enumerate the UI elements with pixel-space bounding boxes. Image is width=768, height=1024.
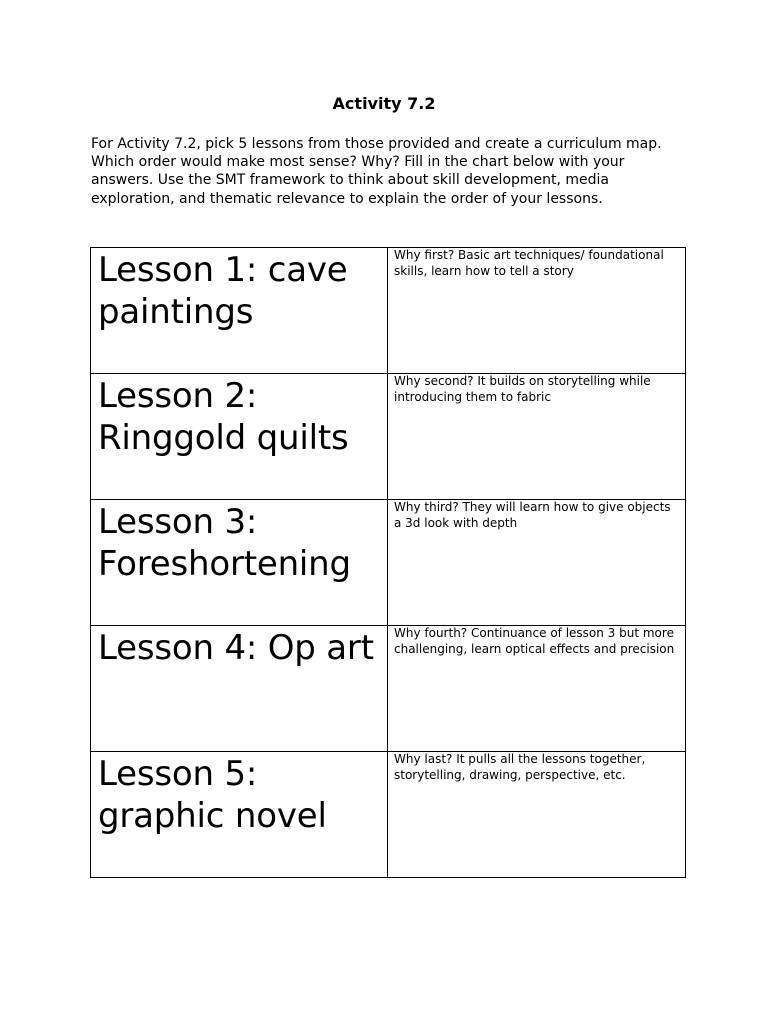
table-row xyxy=(91,752,686,878)
lesson-cell xyxy=(91,626,388,752)
lesson-cell xyxy=(91,248,388,374)
lesson-title: Lesson 5: graphic novel xyxy=(98,754,327,836)
intro-paragraph: For Activity 7.2, pick 5 lessons from those provided and create a curriculum map. Which order would make most sense? Why? Fill in the chart below with your answers. Use the SMT framework to think about skill development, media exploration, and thematic relevance to explain the order of your lessons. xyxy=(91,136,662,207)
lesson-reason: Why third? They will learn how to give objects a 3d look with depth xyxy=(394,500,671,530)
reason-cell xyxy=(388,626,686,752)
lesson-reason: Why last? It pulls all the lessons together, storytelling, drawing, perspective, etc. xyxy=(394,752,646,782)
table-row xyxy=(91,626,686,752)
lesson-title: Lesson 4: Op art xyxy=(98,628,374,668)
reason-cell xyxy=(388,374,686,500)
table-row xyxy=(91,374,686,500)
reason-cell xyxy=(388,752,686,878)
lesson-reason: Why first? Basic art techniques/ foundational skills, learn how to tell a story xyxy=(394,248,664,278)
table-row xyxy=(91,248,686,374)
lesson-title: Lesson 1: cave paintings xyxy=(98,250,348,332)
lesson-reason: Why fourth? Continuance of lesson 3 but more challenging, learn optical effects and precision xyxy=(394,626,675,656)
lesson-cell xyxy=(91,752,388,878)
reason-cell xyxy=(388,500,686,626)
table-row xyxy=(91,500,686,626)
reason-cell xyxy=(388,248,686,374)
lesson-title: Lesson 3: Foreshortening xyxy=(98,502,351,584)
page-title: Activity 7.2 xyxy=(332,94,436,113)
lesson-reason: Why second? It builds on storytelling while introducing them to fabric xyxy=(394,374,651,404)
lesson-cell xyxy=(91,500,388,626)
lesson-cell xyxy=(91,374,388,500)
curriculum-map-table xyxy=(90,247,686,878)
lesson-title: Lesson 2: Ringgold quilts xyxy=(98,376,349,458)
